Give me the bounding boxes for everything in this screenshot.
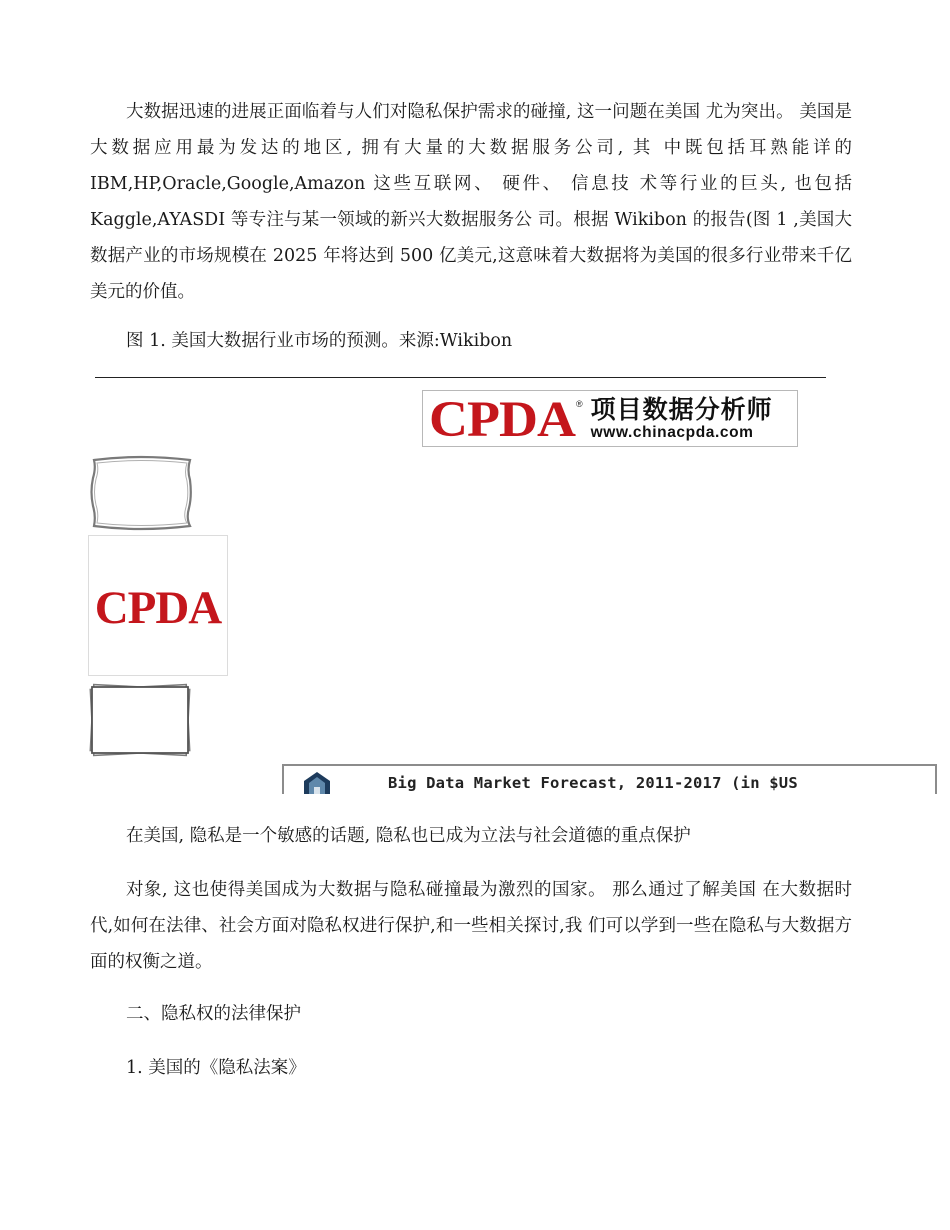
cpda-logo-card: [88, 535, 228, 676]
card-logo: CPDA: [94, 581, 222, 634]
banner-chinese-title: 项目数据分析师: [590, 394, 773, 424]
banner-url: www.chinacpda.com: [590, 423, 754, 441]
wikibon-logo-icon: [294, 769, 340, 794]
image-frame-icon: [86, 452, 198, 532]
divider-line: [95, 377, 826, 378]
chart-title: Big Data Market Forecast, 2011-2017 (in $US: [388, 774, 798, 792]
privacy-paragraph-line: 在美国, 隐私是一个敏感的话题, 隐私也已成为立法与社会道德的重点保护: [126, 826, 691, 846]
intro-paragraph: 大数据迅速的进展正面临着与人们对隐私保护需求的碰撞, 这一问题在美国 尤为突出。 美国是大数据应用最为发达的地区, 拥有大量的大数据服务公司, 其 中既包括耳熟能详的 IBM,HP,Oracle,Google,Amazon 这些互联网、 硬件、 信息技 术等行业的巨头, 也包括 Kaggle,AYASDI 等专注与某一领域的新兴大数据服务公 司。根据 Wikibon 的报告(图 1 ,美国大数据产业的市场规模在 2025 年将达到 500 亿美元,这意味着大数据将为美国的很多行业带来千亿美元的价值。: [90, 102, 852, 302]
chart-image-strip: [282, 764, 937, 794]
privacy-paragraph: 对象, 这也使得美国成为大数据与隐私碰撞最为激烈的国家。 那么通过了解美国 在大数据时代,如何在法律、社会方面对隐私权进行保护,和一些相关探讨,我 们可以学到一些在隐私与大数据方面的权衡之道。: [90, 880, 852, 972]
subsection-heading: 1. 美国的《隐私法案》: [126, 1058, 306, 1078]
stacked-photos-icon: [86, 681, 198, 761]
cpda-banner-ad[interactable]: [422, 390, 798, 447]
banner-logo: CPDA: [429, 390, 575, 447]
registered-mark: ®: [575, 399, 583, 409]
banner-text: [591, 396, 773, 442]
section-heading: 二、隐私权的法律保护: [126, 1004, 301, 1024]
figure-caption: 图 1. 美国大数据行业市场的预测。来源:Wikibon: [126, 331, 513, 351]
